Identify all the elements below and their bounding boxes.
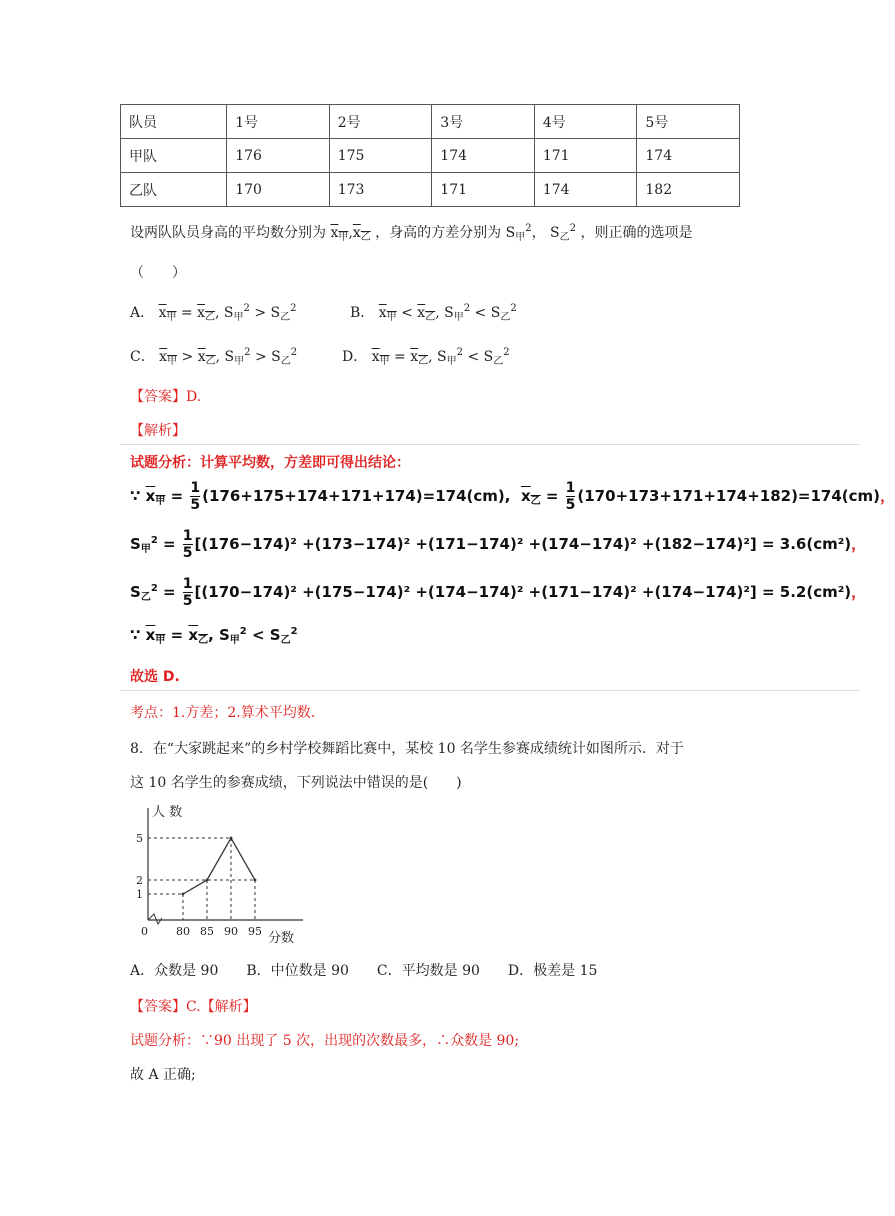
score-line-chart bbox=[128, 800, 308, 950]
q7-answer: 【答案】D. bbox=[130, 389, 202, 405]
var-yi-expr: [(170−174)² +(175−174)² +(174−174)² +(171−174)² +(174−174)²] = 5.2(cm²) bbox=[194, 583, 852, 601]
axis-break bbox=[148, 914, 162, 924]
table-cell: 173 bbox=[329, 173, 432, 207]
q8-stem-1: 8．在“大家跳起来”的乡村学校舞蹈比赛中，某校 10 名学生参赛成绩统计如图所示．对于 bbox=[130, 741, 684, 757]
stem-text: ，则正确的选项是 bbox=[580, 225, 693, 241]
table-cell: 171 bbox=[534, 139, 637, 173]
table-cell: 171 bbox=[432, 173, 535, 207]
var-jia-expr: [(176−174)² +(173−174)² +(171−174)² +(174−174)² +(182−174)²] = 3.6(cm²) bbox=[194, 535, 852, 553]
var-jia-line: $S_甲^2$ = $\frac{1}{5}$ [(176−174)² +(173−174)² +(171−174)² +(174−174)² +(182−174)²] = 3.6(cm²)， bbox=[130, 528, 867, 561]
table-cell: 甲队 bbox=[121, 139, 227, 173]
option-d: D． $x_甲 = x_乙$, $S_甲^2 < S_乙^2$ bbox=[342, 347, 510, 367]
q7-conclusion: 故选 D. bbox=[130, 669, 180, 685]
table-cell: 4号 bbox=[534, 105, 637, 139]
table-row bbox=[121, 139, 740, 173]
y-tick-label: 1 bbox=[136, 888, 143, 901]
y-tick-label: 5 bbox=[136, 832, 143, 845]
stem-text: 设两队队员身高的平均数分别为 bbox=[130, 225, 326, 241]
q8-options: A．众数是 90 B．中位数是 90 C．平均数是 90 D．极差是 15 bbox=[130, 963, 598, 979]
table-cell: 3号 bbox=[432, 105, 535, 139]
y-axis-label: 人 数 bbox=[152, 805, 183, 820]
series-line bbox=[183, 838, 255, 894]
table-cell: 175 bbox=[329, 139, 432, 173]
x-tick-label: 85 bbox=[200, 925, 214, 938]
table-cell: 队员 bbox=[121, 105, 227, 139]
x-tick-label: 0 bbox=[141, 925, 148, 938]
mean-line: ∵ $x_甲$ = $\frac{1}{5}$ (176+175+174+171+174)=174(cm), $x_乙$ = $\frac{1}{5}$ (170+173+171+174+182)=174(cm)， bbox=[130, 480, 895, 513]
var-yi-line: $S_乙^2$ = $\frac{1}{5}$ [(170−174)² +(175−174)² +(174−174)² +(171−174)² +(174−174)²] = 5.2(cm²)， bbox=[130, 576, 867, 609]
kaodian: 考点：1.方差；2.算术平均数. bbox=[130, 705, 316, 721]
q7-analysis-tag: 【解析】 bbox=[130, 423, 186, 439]
var-jia-symbol: $S_甲^2$ bbox=[505, 223, 532, 243]
data-point bbox=[230, 837, 233, 840]
data-point bbox=[206, 879, 209, 882]
q8-analysis: 试题分析：∵90 出现了 5 次，出现的次数最多，∴众数是 90; bbox=[130, 1033, 520, 1049]
table-cell: 174 bbox=[534, 173, 637, 207]
table-cell: 170 bbox=[227, 173, 330, 207]
table-cell: 乙队 bbox=[121, 173, 227, 207]
table-cell: 2号 bbox=[329, 105, 432, 139]
y-tick-label: 2 bbox=[136, 874, 143, 887]
data-point bbox=[182, 893, 185, 896]
table-cell: 176 bbox=[227, 139, 330, 173]
option-a: A． $x_甲 = x_乙$, $S_甲^2 > S_乙^2$ bbox=[130, 303, 297, 323]
var-yi-symbol: $S_乙^2$ bbox=[550, 223, 577, 243]
x-axis-label: 分数 bbox=[268, 931, 295, 946]
q8-stem-2: 这 10 名学生的参赛成绩，下列说法中错误的是( ) bbox=[130, 775, 462, 791]
stem-text: ，身高的方差分别为 bbox=[375, 225, 502, 241]
x-tick-label: 90 bbox=[224, 925, 238, 938]
q7-stem: 设两队队员身高的平均数分别为 $x_甲,x_乙$ ，身高的方差分别为 $S_甲^2$， $S_乙^2$ ，则正确的选项是 bbox=[130, 223, 693, 243]
x-tick-label: 95 bbox=[248, 925, 262, 938]
q8-answer: 【答案】C.【解析】 bbox=[130, 999, 257, 1015]
height-table bbox=[120, 104, 740, 207]
table-cell: 5号 bbox=[637, 105, 740, 139]
mean-yi-symbol: $x_乙$ bbox=[352, 225, 371, 243]
q8-conclusion: 故 A 正确; bbox=[130, 1067, 196, 1083]
data-point bbox=[254, 879, 257, 882]
analysis-title: 试题分析：计算平均数，方差即可得出结论： bbox=[130, 455, 410, 471]
table-cell: 182 bbox=[637, 173, 740, 207]
mean-yi-expr: (170+173+171+174+182)=174(cm) bbox=[577, 487, 881, 505]
table-cell: 174 bbox=[432, 139, 535, 173]
x-tick-label: 80 bbox=[176, 925, 190, 938]
mean-jia-symbol: $x_甲$ bbox=[330, 225, 349, 243]
q7-blank: （ ） bbox=[130, 265, 186, 281]
option-c: C． $x_甲 > x_乙$, $S_甲^2 > S_乙^2$ bbox=[130, 347, 298, 367]
table-cell: 1号 bbox=[227, 105, 330, 139]
table-cell: 174 bbox=[637, 139, 740, 173]
compare-line: ∵ $x_甲 = x_乙$, $S_甲^2 < S_乙^2$ bbox=[130, 626, 298, 646]
mean-jia-expr: (176+175+174+171+174)=174(cm) bbox=[202, 487, 505, 505]
option-b: B． $x_甲 < x_乙$, $S_甲^2 < S_乙^2$ bbox=[350, 303, 517, 323]
table-row bbox=[121, 173, 740, 207]
table-header-row bbox=[121, 105, 740, 139]
